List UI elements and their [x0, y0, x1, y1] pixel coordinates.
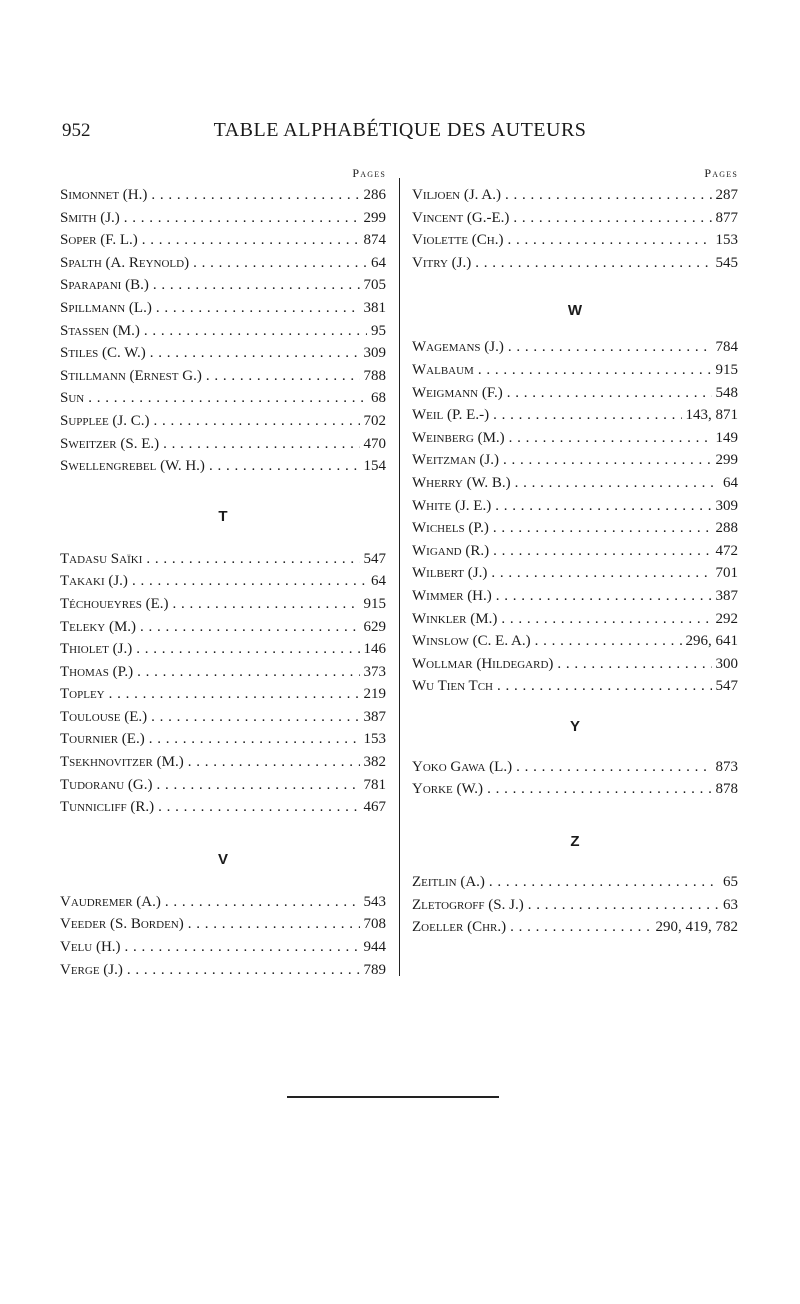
- page-reference: 789: [363, 961, 386, 978]
- index-entry: [60, 913, 386, 936]
- author-name: Wagemans (J.): [412, 339, 504, 356]
- author-name: Tsekhnovitzer (M.): [60, 754, 184, 771]
- page-reference: 387: [715, 587, 738, 604]
- index-entry: [60, 728, 386, 751]
- v-section-right: [412, 184, 738, 274]
- page-reference: 472: [715, 542, 738, 559]
- dot-leader: [508, 336, 712, 359]
- page-reference: 149: [715, 429, 738, 446]
- section-gap: [60, 528, 386, 548]
- dot-leader: [493, 404, 681, 427]
- page-number: 952: [62, 120, 91, 141]
- y-section: [412, 756, 738, 801]
- index-entry: [60, 796, 386, 819]
- dot-leader: [142, 229, 360, 252]
- page-reference: 146: [363, 641, 386, 658]
- page-reference: 64: [371, 254, 386, 271]
- dot-leader: [151, 706, 359, 729]
- page-reference: 702: [363, 412, 386, 429]
- author-name: Wimmer (H.): [412, 587, 492, 604]
- dot-leader: [515, 472, 719, 495]
- section-gap: [412, 738, 738, 756]
- index-entry: [412, 585, 738, 608]
- author-name: Tournier (E.): [60, 731, 145, 748]
- right-column: [412, 162, 738, 939]
- page-reference: 300: [715, 655, 738, 672]
- page-reference: 64: [723, 474, 738, 491]
- index-entry: [60, 184, 386, 207]
- author-name: Wilbert (J.): [412, 565, 488, 582]
- v-section-left: [60, 891, 386, 981]
- index-entry: [60, 297, 386, 320]
- author-name: Thomas (P.): [60, 663, 134, 680]
- index-entry: [60, 410, 386, 433]
- page-reference: 288: [715, 520, 738, 537]
- author-name: Soper (F. L.): [60, 232, 138, 249]
- dot-leader: [489, 871, 719, 894]
- author-name: Weigmann (F.): [412, 384, 503, 401]
- author-name: Vaudremer (A.): [60, 893, 161, 910]
- page-reference: 877: [715, 209, 738, 226]
- author-name: Teleky (M.): [60, 618, 137, 635]
- page-reference: 470: [363, 435, 386, 452]
- dot-leader: [151, 184, 359, 207]
- author-name: Veeder (S. Borden): [60, 916, 184, 933]
- dot-leader: [132, 570, 367, 593]
- dot-leader: [154, 410, 360, 433]
- author-name: Yorke (W.): [412, 781, 484, 798]
- page-reference: 548: [715, 384, 738, 401]
- dot-leader: [188, 913, 360, 936]
- dot-leader: [513, 207, 711, 230]
- index-entry: [60, 342, 386, 365]
- index-entry: [60, 936, 386, 959]
- dot-leader: [193, 252, 367, 275]
- page-reference: 543: [363, 893, 386, 910]
- page-reference: 63: [723, 896, 738, 913]
- z-section: [412, 871, 738, 939]
- page-reference: 219: [363, 686, 386, 703]
- page-reference: 299: [715, 452, 738, 469]
- pages-column-label: Pages: [704, 166, 738, 180]
- author-name: Topley: [60, 686, 105, 703]
- dot-leader: [137, 661, 359, 684]
- dot-leader: [150, 342, 360, 365]
- section-letter-t: T: [218, 507, 228, 525]
- page-reference: 944: [363, 939, 386, 956]
- index-entry: [60, 433, 386, 456]
- author-name: Winslow (C. E. A.): [412, 633, 531, 650]
- author-name: Tadasu Saïki: [60, 550, 143, 567]
- page-reference: 788: [363, 367, 386, 384]
- author-name: Toulouse (E.): [60, 708, 148, 725]
- page-reference: 382: [363, 754, 386, 771]
- author-name: Yoko Gawa (L.): [412, 758, 513, 775]
- section-gap: [412, 698, 738, 716]
- page-reference: 547: [363, 550, 386, 567]
- page-reference: 286: [363, 187, 386, 203]
- section-letter-v: V: [217, 850, 228, 868]
- index-entry: [60, 774, 386, 797]
- page-reference: 153: [363, 731, 386, 748]
- index-entry: [412, 778, 738, 801]
- index-entry: [412, 404, 738, 427]
- page-reference: 153: [715, 232, 738, 249]
- author-name: Viljoen (J. A.): [412, 187, 501, 203]
- author-name: Swellengrebel (W. H.): [60, 458, 205, 475]
- dot-leader: [127, 959, 360, 982]
- page-reference: 309: [715, 497, 738, 514]
- dot-leader: [157, 774, 360, 797]
- index-entry: [60, 252, 386, 275]
- index-entry: [412, 359, 738, 382]
- page-reference: 387: [363, 708, 386, 725]
- section-letter-z: Z: [570, 833, 580, 851]
- author-name: Weinberg (M.): [412, 429, 505, 446]
- page-reference: 287: [715, 187, 738, 203]
- dot-leader: [501, 608, 711, 631]
- page-reference: 547: [715, 678, 738, 695]
- author-name: Sun: [60, 390, 85, 407]
- author-name: Spalth (A. Reynold): [60, 254, 190, 271]
- dot-leader: [493, 517, 712, 540]
- author-name: Stiles (C. W.): [60, 345, 146, 362]
- author-name: Stassen (M.): [60, 322, 140, 339]
- index-entry: [412, 871, 738, 894]
- index-entry: [412, 207, 738, 230]
- dot-leader: [495, 495, 711, 518]
- author-name: Wigand (R.): [412, 542, 490, 559]
- dot-leader: [165, 891, 360, 914]
- dot-leader: [124, 207, 360, 230]
- section-gap: [412, 853, 738, 871]
- dot-leader: [487, 778, 711, 801]
- index-entry: [60, 207, 386, 230]
- index-entry: [412, 472, 738, 495]
- index-entry: [412, 756, 738, 779]
- index-entry: [412, 449, 738, 472]
- dot-leader: [125, 936, 360, 959]
- author-name: Wollmar (Hildegard): [412, 655, 554, 672]
- page-reference: 68: [371, 390, 386, 407]
- index-entry: [412, 894, 738, 917]
- author-name: Zeitlin (A.): [412, 874, 485, 891]
- author-name: Takaki (J.): [60, 573, 128, 590]
- page-reference: 784: [715, 339, 738, 356]
- page-reference: 65: [723, 874, 738, 891]
- pages-column-label: Pages: [352, 166, 386, 180]
- author-name: Simonnet (H.): [60, 187, 148, 203]
- dot-leader: [158, 796, 359, 819]
- page-reference: 915: [715, 361, 738, 378]
- dot-leader: [496, 585, 712, 608]
- index-entry: [412, 427, 738, 450]
- page-reference: 701: [715, 565, 738, 582]
- index-entry: [412, 184, 738, 207]
- dot-leader: [478, 359, 712, 382]
- page-reference: 545: [715, 254, 738, 271]
- section-gap: [412, 801, 738, 831]
- index-entry: [412, 252, 738, 275]
- left-column: [60, 162, 386, 981]
- dot-leader: [510, 916, 651, 939]
- author-name: Tudoranu (G.): [60, 776, 153, 793]
- author-name: Zoeller (Chr.): [412, 919, 507, 936]
- author-name: Vitry (J.): [412, 254, 472, 271]
- index-entry: [412, 675, 738, 698]
- dot-leader: [206, 365, 360, 388]
- page-title: TABLE ALPHABÉTIQUE DES AUTEURS: [213, 119, 587, 141]
- index-entry: [60, 891, 386, 914]
- author-name: Velu (H.): [60, 939, 121, 956]
- author-name: Supplee (J. C.): [60, 412, 150, 429]
- page-reference: 154: [363, 458, 386, 475]
- index-entry: [60, 593, 386, 616]
- index-entry: [60, 320, 386, 343]
- index-entry: [412, 540, 738, 563]
- t-section: [60, 548, 386, 819]
- section-gap: [412, 322, 738, 336]
- index-entry: [60, 365, 386, 388]
- page-reference: 290, 419, 782: [655, 919, 738, 936]
- dot-leader: [497, 675, 712, 698]
- dot-leader: [535, 630, 682, 653]
- page-reference: 781: [363, 776, 386, 793]
- page-reference: 629: [363, 618, 386, 635]
- page-reference: 705: [363, 277, 386, 294]
- author-name: Walbaum: [412, 361, 474, 378]
- dot-leader: [140, 616, 359, 639]
- dot-leader: [557, 653, 711, 676]
- index-entry: [60, 387, 386, 410]
- page-reference: 296, 641: [685, 633, 738, 650]
- s-section: [60, 184, 386, 478]
- dot-leader: [163, 433, 359, 456]
- author-name: Sweitzer (S. E.): [60, 435, 160, 452]
- page-reference: 292: [715, 610, 738, 627]
- dot-leader: [146, 548, 359, 571]
- dot-leader: [516, 756, 711, 779]
- page-reference: 64: [371, 573, 386, 590]
- index-entry: [60, 548, 386, 571]
- index-entry: [412, 336, 738, 359]
- dot-leader: [209, 455, 360, 478]
- dot-leader: [173, 593, 360, 616]
- author-name: Téchoueyres (E.): [60, 595, 169, 612]
- index-entry: [60, 455, 386, 478]
- author-name: Violette (Ch.): [412, 232, 504, 249]
- page-reference: 373: [363, 663, 386, 680]
- dot-leader: [493, 540, 711, 563]
- dot-leader: [507, 229, 711, 252]
- author-name: Sparapani (B.): [60, 277, 149, 294]
- author-name: Zletogroff (S. J.): [412, 896, 524, 913]
- index-entry: [412, 517, 738, 540]
- index-entry: [412, 229, 738, 252]
- page-reference: 299: [363, 209, 386, 226]
- author-name: Thiolet (J.): [60, 641, 133, 658]
- section-gap: [412, 274, 738, 300]
- section-gap: [60, 871, 386, 891]
- dot-leader: [188, 751, 360, 774]
- index-entry: [412, 495, 738, 518]
- page-reference: 873: [715, 758, 738, 775]
- dot-leader: [475, 252, 711, 275]
- page-reference: 915: [363, 595, 386, 612]
- page-reference: 874: [363, 232, 386, 249]
- index-entry: [60, 661, 386, 684]
- dot-leader: [507, 382, 712, 405]
- section-gap: [60, 478, 386, 506]
- column-divider: [399, 178, 400, 976]
- index-entry: [60, 229, 386, 252]
- page-reference: 878: [715, 781, 738, 798]
- index-entry: [412, 562, 738, 585]
- section-letter-w: W: [567, 302, 583, 320]
- dot-leader: [149, 728, 360, 751]
- author-name: Weitzman (J.): [412, 452, 499, 469]
- index-entry: [412, 630, 738, 653]
- page-reference: 708: [363, 916, 386, 933]
- index-entry: [60, 683, 386, 706]
- index-entry: [412, 608, 738, 631]
- dot-leader: [505, 184, 712, 207]
- dot-leader: [136, 638, 359, 661]
- author-name: Wherry (W. B.): [412, 474, 511, 491]
- dot-leader: [528, 894, 719, 917]
- author-name: Winkler (M.): [412, 610, 498, 627]
- page-reference: 381: [363, 299, 386, 316]
- index-entry: [60, 751, 386, 774]
- author-name: Spillmann (L.): [60, 299, 152, 316]
- index-entry: [412, 382, 738, 405]
- page-reference: 467: [363, 799, 386, 816]
- index-entry: [412, 653, 738, 676]
- author-name: Tunnicliff (R.): [60, 799, 155, 816]
- author-name: Smith (J.): [60, 209, 120, 226]
- index-entry: [60, 638, 386, 661]
- author-name: Wu Tien Tch: [412, 678, 493, 695]
- page-reference: 309: [363, 345, 386, 362]
- index-entry: [412, 916, 738, 939]
- dot-leader: [88, 387, 367, 410]
- bottom-rule: [287, 1096, 499, 1098]
- page-reference: 143, 871: [685, 407, 738, 424]
- author-name: Wichels (P.): [412, 520, 489, 537]
- author-name: White (J. E.): [412, 497, 492, 514]
- author-name: Vincent (G.-E.): [412, 209, 510, 226]
- index-entry: [60, 570, 386, 593]
- dot-leader: [491, 562, 711, 585]
- section-letter-y: Y: [569, 717, 580, 735]
- dot-leader: [144, 320, 367, 343]
- author-name: Stillmann (Ernest G.): [60, 367, 202, 384]
- author-name: Verge (J.): [60, 961, 123, 978]
- author-name: Weil (P. E.-): [412, 407, 490, 424]
- dot-leader: [509, 427, 712, 450]
- dot-leader: [153, 274, 360, 297]
- dot-leader: [109, 683, 360, 706]
- section-gap: [60, 819, 386, 849]
- dot-leader: [503, 449, 712, 472]
- index-entry: [60, 616, 386, 639]
- index-entry: [60, 959, 386, 982]
- page-reference: 95: [371, 322, 386, 339]
- dot-leader: [156, 297, 360, 320]
- index-entry: [60, 706, 386, 729]
- index-entry: [60, 274, 386, 297]
- w-section: [412, 336, 738, 698]
